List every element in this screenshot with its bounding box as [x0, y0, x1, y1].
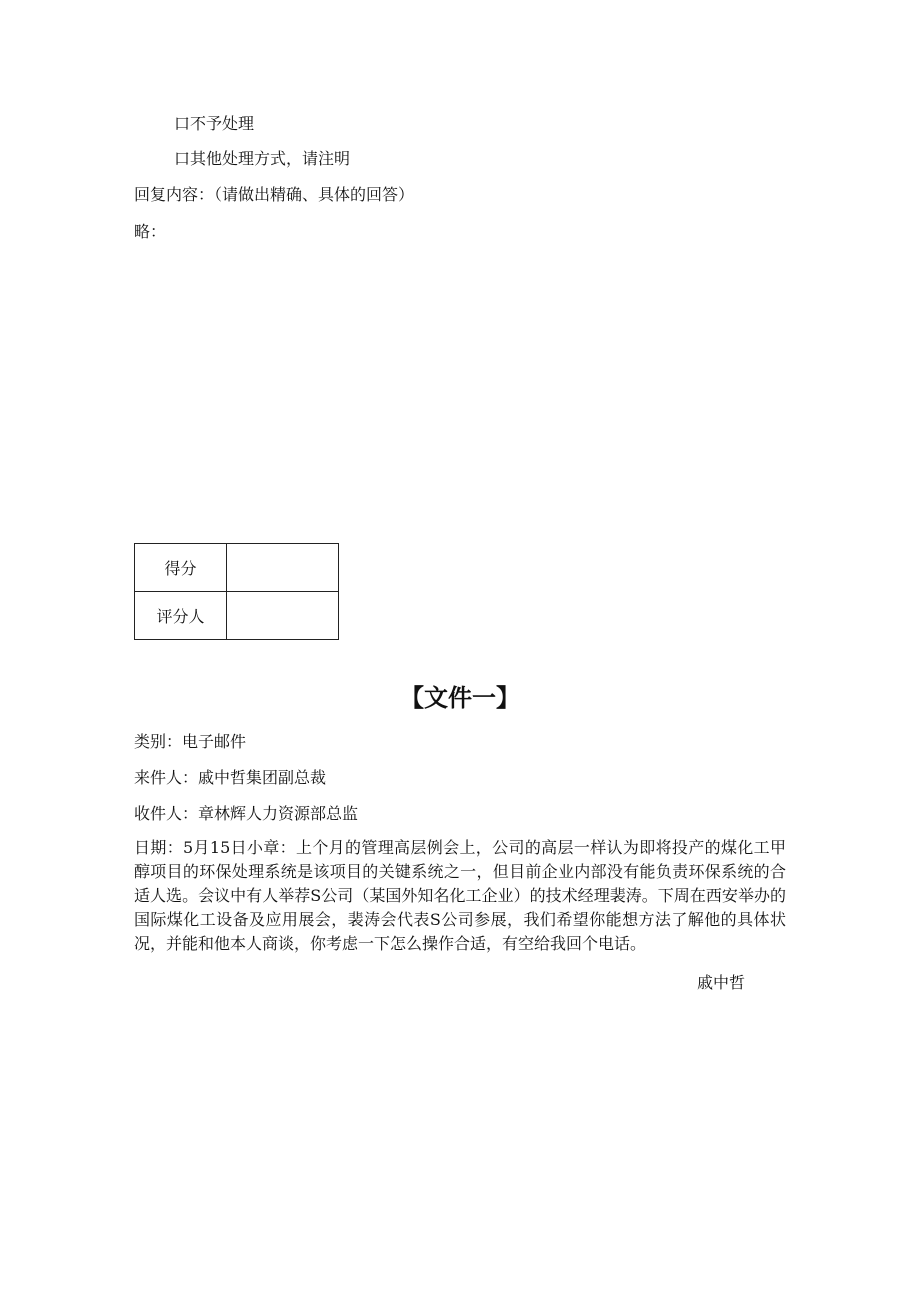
document-body: 日期：5月15日小章：上个月的管理高层例会上，公司的高层一样认为即将投产的煤化工甲醇项目的环保处理系统是该项目的关键系统之一，但目前企业内部没有能负责环保系统的合适人选。会议中有人举荐S公司（某国外知名化工企业）的技术经理裴涛。下周在西安举办的国际煤化工设备及应用展会，裴涛会代表S公司参展，我们希望你能想方法了解他的具体状况，并能和他本人商谈，你考虑一下怎么操作合适，有空给我回个电话。 — [134, 838, 786, 953]
option-other-label: 其他处理方式，请注明 — [190, 149, 351, 168]
score-row — [135, 544, 339, 592]
option-box-glyph: 口 — [174, 149, 191, 168]
grader-value — [227, 592, 339, 640]
score-table — [134, 543, 339, 640]
score-label: 得分 — [135, 544, 227, 592]
score-value — [227, 544, 339, 592]
document-category: 类别：电子邮件 — [134, 732, 247, 751]
document-sender: 来件人：戚中哲集团副总裁 — [134, 768, 327, 787]
grader-label: 评分人 — [135, 592, 227, 640]
document-signature: 戚中哲 — [697, 973, 746, 992]
document-heading: 【文件一】 — [400, 684, 520, 712]
document-recipient: 收件人：章林辉人力资源部总监 — [134, 804, 359, 823]
option-no-action — [174, 113, 254, 135]
option-no-action-label: 不予处理 — [190, 114, 255, 133]
reply-content: 略： — [134, 222, 167, 241]
reply-label: 回复内容：（请做出精确、具体的回答） — [134, 185, 415, 204]
option-box-glyph: 口 — [174, 114, 191, 133]
option-other — [174, 148, 350, 170]
grader-row — [135, 592, 339, 640]
